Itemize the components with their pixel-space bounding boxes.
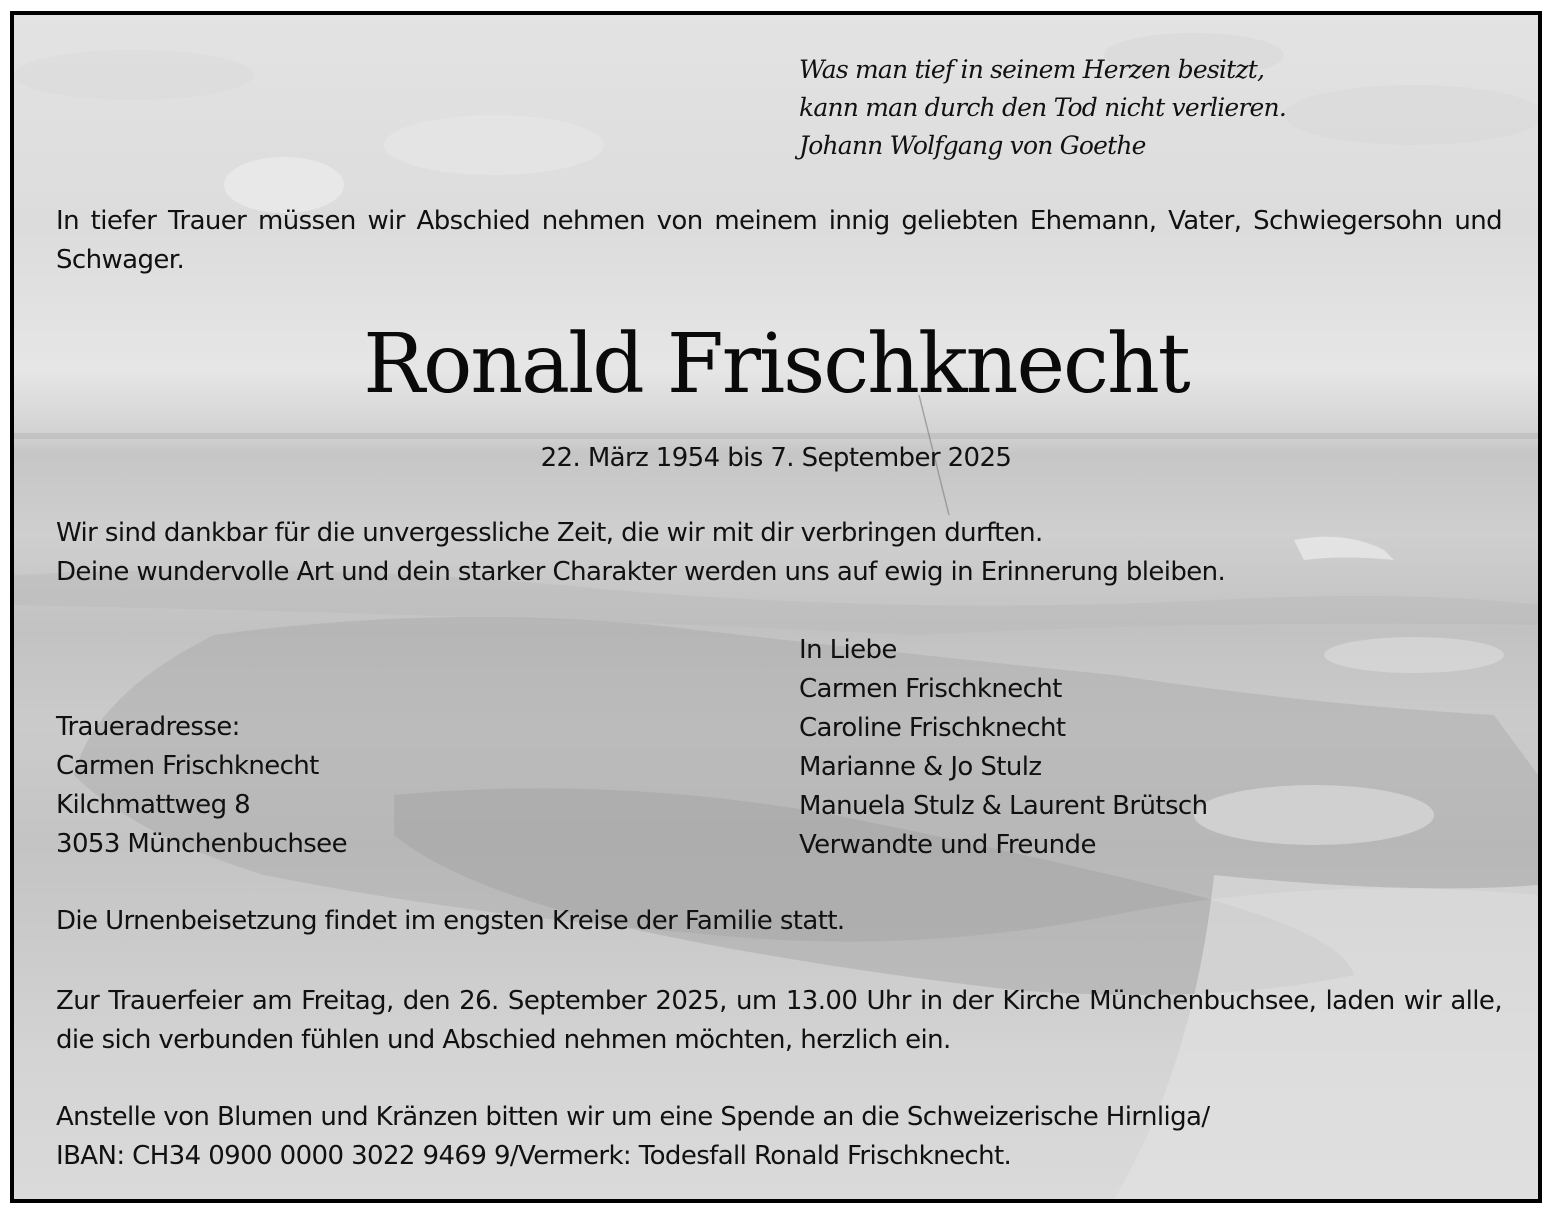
mourner-name: Marianne & Jo Stulz — [799, 752, 1042, 782]
donation-line: Anstelle von Blumen und Kränzen bitten wir um eine Spende an die Schweizerische Hirnliga/ — [56, 1102, 1210, 1132]
address-heading: Traueradresse: — [56, 712, 240, 742]
tribute-line: Wir sind dankbar für die unvergessliche Zeit, die wir mit dir verbringen durften. — [56, 518, 1043, 548]
intro-text: In tiefer Trauer müssen wir Abschied nehmen von meinem innig geliebten Ehemann, Vater, Schwiegersohn und Schwager. — [56, 206, 1502, 275]
mourner-name: Caroline Frischknecht — [799, 713, 1066, 743]
donation-iban: IBAN: CH34 0900 0000 3022 9469 9/Vermerk: Todesfall Ronald Frischknecht. — [56, 1141, 1012, 1171]
mourner-name: Verwandte und Freunde — [799, 830, 1096, 860]
mourner-name: Carmen Frischknecht — [799, 674, 1062, 704]
quote-line: kann man durch den Tod nicht verlieren. — [799, 93, 1286, 122]
address-city: 3053 Münchenbuchsee — [56, 829, 347, 859]
address-street: Kilchmattweg 8 — [56, 790, 251, 820]
mourners-list — [799, 631, 1207, 865]
life-dates: 22. März 1954 bis 7. September 2025 — [540, 443, 1012, 473]
quote-line: Was man tief in seinem Herzen besitzt, — [799, 55, 1265, 84]
address-name: Carmen Frischknecht — [56, 751, 319, 781]
obituary-notice — [10, 11, 1542, 1203]
ceremony-note: Zur Trauerfeier am Freitag, den 26. September 2025, um 13.00 Uhr in der Kirche Münchenbuchsee, laden wir alle, die sich verbunden fühlen und Abschied nehmen möchten, herzlich ein. — [56, 986, 1502, 1055]
mourner-name: Manuela Stulz & Laurent Brütsch — [799, 791, 1208, 821]
mourners-heading: In Liebe — [799, 635, 897, 665]
donation-note — [56, 1098, 1209, 1176]
goethe-quote — [799, 51, 1286, 165]
deceased-name: Ronald Frischknecht — [363, 317, 1189, 412]
mourning-address — [56, 708, 347, 864]
tribute-text — [56, 514, 1225, 592]
quote-author: Johann Wolfgang von Goethe — [799, 131, 1146, 160]
tribute-line: Deine wundervolle Art und dein starker Charakter werden uns auf ewig in Erinnerung bleiben. — [56, 557, 1226, 587]
burial-note: Die Urnenbeisetzung findet im engsten Kreise der Familie statt. — [56, 906, 845, 936]
